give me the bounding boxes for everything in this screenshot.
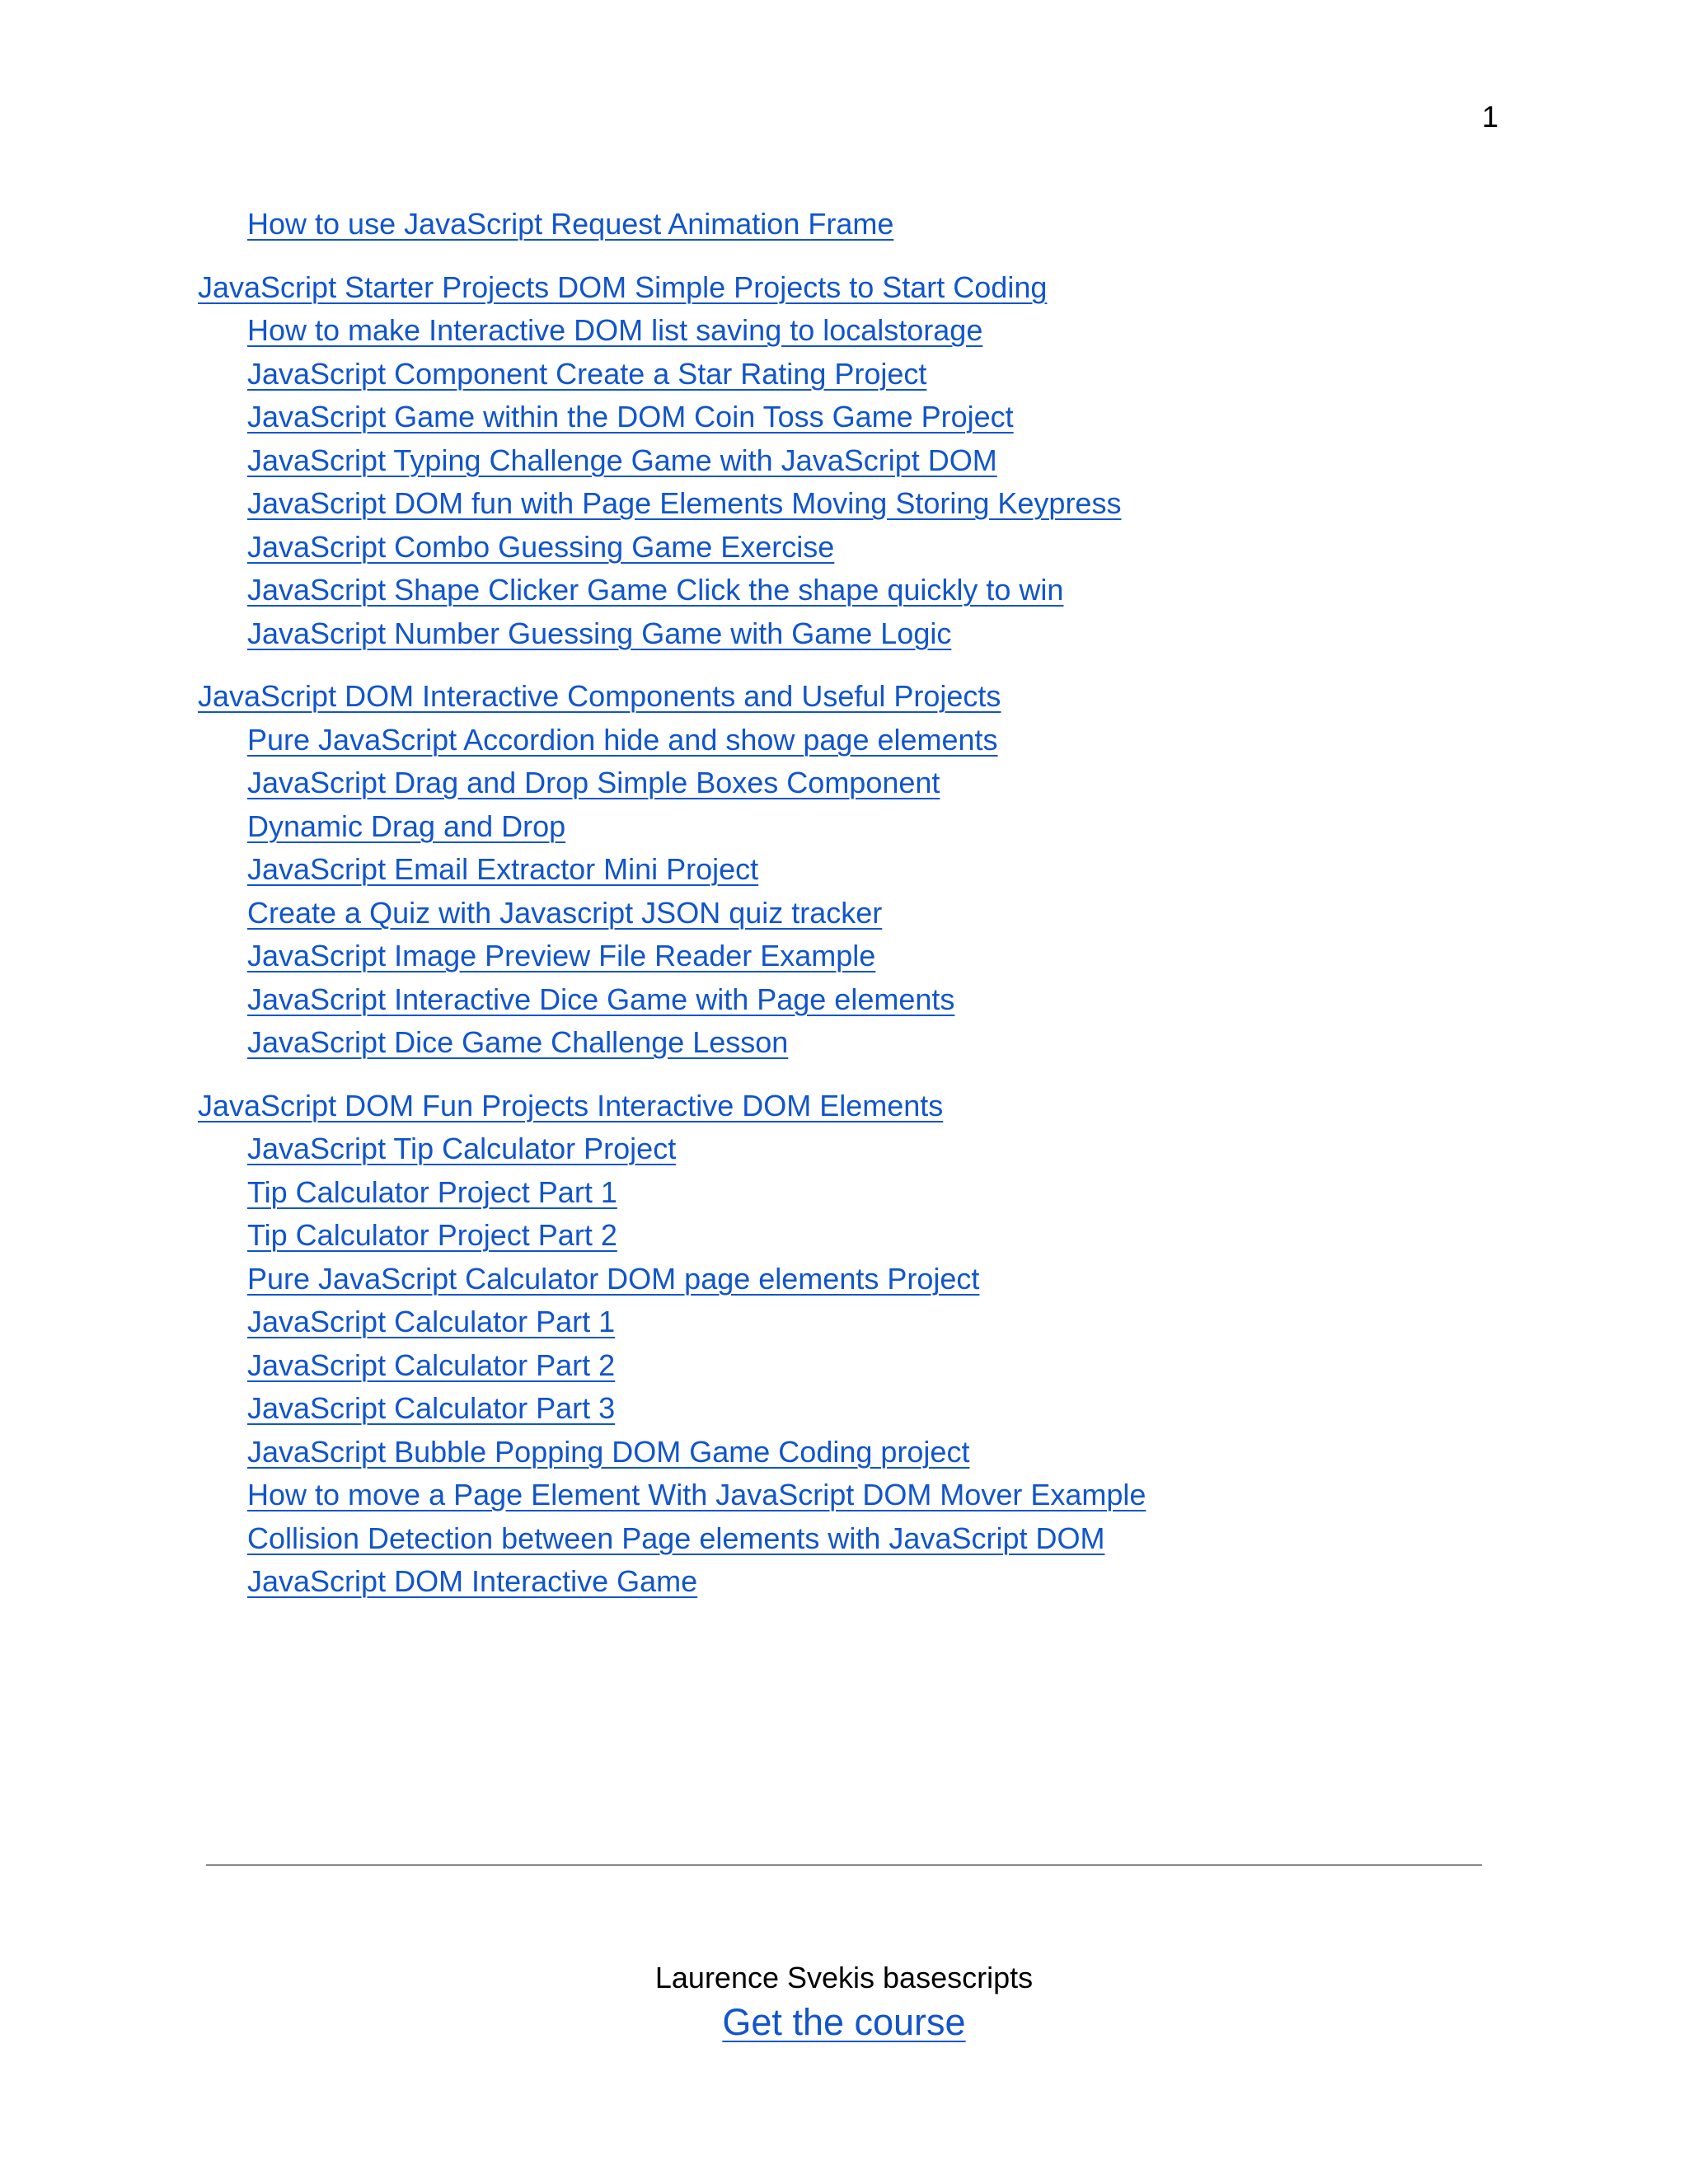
toc-item-link[interactable]: JavaScript Typing Challenge Game with JavaScript DOM bbox=[247, 443, 997, 477]
toc-item-link[interactable]: JavaScript DOM Interactive Game bbox=[247, 1564, 698, 1598]
toc-item-link[interactable]: Pure JavaScript Calculator DOM page elements Project bbox=[247, 1261, 980, 1296]
toc-item-link[interactable]: Create a Quiz with Javascript JSON quiz tracker bbox=[247, 895, 883, 930]
footer-author: Laurence Svekis basescripts bbox=[654, 1961, 1034, 1994]
footer-cta bbox=[0, 1998, 1688, 2047]
page-number: 1 bbox=[1481, 100, 1498, 134]
toc-item-link[interactable]: JavaScript Calculator Part 3 bbox=[247, 1391, 616, 1425]
toc-item-link[interactable]: JavaScript Image Preview File Reader Example bbox=[247, 939, 876, 972]
toc-item-link[interactable]: JavaScript Component Create a Star Rating Project bbox=[247, 356, 927, 391]
toc-item-link[interactable]: Pure JavaScript Accordion hide and show page elements bbox=[247, 722, 998, 757]
table-of-contents bbox=[198, 203, 1550, 1624]
toc-item-link[interactable]: JavaScript Number Guessing Game with Game Logic bbox=[247, 616, 952, 650]
toc-section-heading-link[interactable]: JavaScript Starter Projects DOM Simple Projects to Start Coding bbox=[198, 269, 1048, 304]
toc-section-continued bbox=[198, 203, 1550, 246]
toc-item-link[interactable]: JavaScript Bubble Popping DOM Game Coding project bbox=[247, 1434, 970, 1469]
toc-item-link[interactable]: Collision Detection between Page elements with JavaScript DOM bbox=[247, 1521, 1105, 1555]
toc-item-link[interactable]: Tip Calculator Project Part 2 bbox=[247, 1218, 617, 1252]
toc-item-link[interactable]: JavaScript Calculator Part 1 bbox=[247, 1305, 616, 1338]
toc-item-link[interactable]: JavaScript Combo Guessing Game Exercise bbox=[247, 529, 835, 564]
toc-section-starter-projects bbox=[198, 266, 1550, 656]
toc-item-link[interactable]: JavaScript Drag and Drop Simple Boxes Component bbox=[247, 766, 940, 799]
toc-section-fun-projects bbox=[198, 1085, 1550, 1604]
toc-item-link[interactable]: JavaScript Interactive Dice Game with Page elements bbox=[247, 982, 955, 1016]
toc-item-link[interactable]: JavaScript Game within the DOM Coin Toss Game Project bbox=[247, 400, 1014, 434]
toc-item-link[interactable]: How to make Interactive DOM list saving to localstorage bbox=[247, 313, 983, 347]
toc-section-interactive-components bbox=[198, 675, 1550, 1065]
toc-item-link[interactable]: How to use JavaScript Request Animation Frame bbox=[247, 207, 894, 241]
toc-item-link[interactable]: JavaScript Shape Clicker Game Click the shape quickly to win bbox=[247, 573, 1064, 607]
toc-item-link[interactable]: JavaScript Dice Game Challenge Lesson bbox=[247, 1025, 789, 1059]
toc-item-link[interactable]: Dynamic Drag and Drop bbox=[247, 808, 566, 843]
toc-item-link[interactable]: JavaScript Email Extractor Mini Project bbox=[247, 852, 759, 886]
get-the-course-link[interactable]: Get the course bbox=[722, 2001, 966, 2043]
toc-item-link[interactable]: JavaScript Tip Calculator Project bbox=[247, 1132, 677, 1165]
toc-item-link[interactable]: How to move a Page Element With JavaScript DOM Mover Example bbox=[247, 1478, 1146, 1511]
toc-section-heading-link[interactable]: JavaScript DOM Fun Projects Interactive DOM Elements bbox=[198, 1088, 944, 1122]
toc-item-link[interactable]: JavaScript DOM fun with Page Elements Moving Storing Keypress bbox=[247, 486, 1122, 520]
toc-section-heading-link[interactable]: JavaScript DOM Interactive Components and Useful Projects bbox=[198, 679, 1001, 713]
toc-item-link[interactable]: JavaScript Calculator Part 2 bbox=[247, 1347, 616, 1382]
toc-item-link[interactable]: Tip Calculator Project Part 1 bbox=[247, 1174, 617, 1209]
footer-divider bbox=[206, 1864, 1482, 1866]
